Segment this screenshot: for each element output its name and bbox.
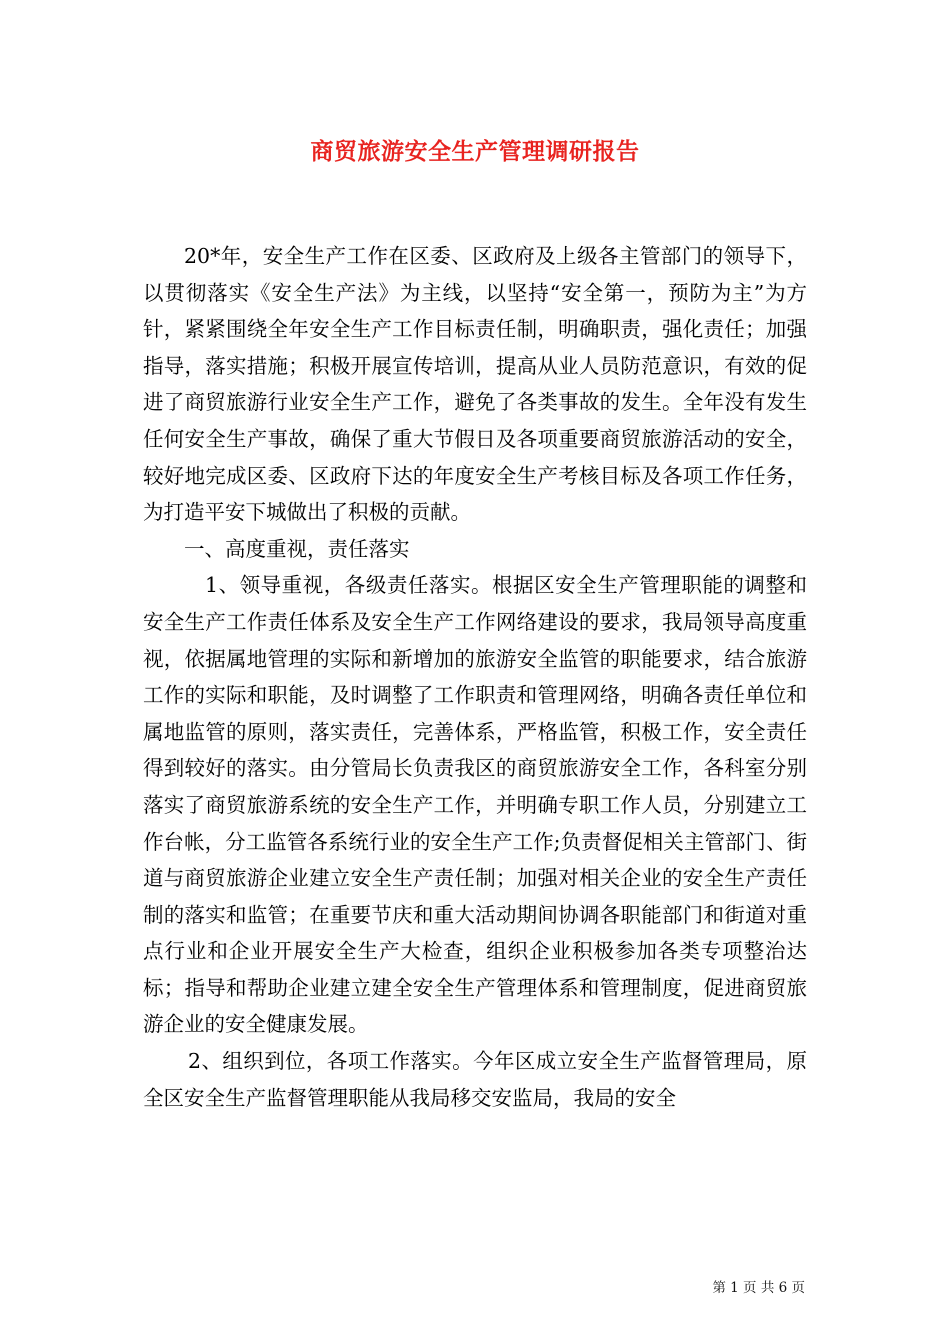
document-body (143, 238, 807, 1116)
section-heading: 一、高度重视，责任落实 (184, 536, 410, 561)
intro-paragraph: 20*年，安全生产工作在区委、区政府及上级各主管部门的领导下，以贯彻落实《安全生产法》为主线，以坚持“安全第一，预防为主”为方针，紧紧围绕全年安全生产工作目标责任制，明确职责，强化责任；加强指导，落实措施；积极开展宣传培训，提高从业人员防范意识，有效的促进了商贸旅游行业安全生产工作，避免了各类事故的发生。全年没有发生任何安全生产事故，确保了重大节假日及各项重要商贸旅游活动的安全，较好地完成区委、区政府下达的年度安全生产考核目标及各项工作任务，为打造平安下城做出了积极的贡献。 (143, 244, 807, 525)
section-item-1: 1、领导重视，各级责任落实。根据区安全生产管理职能的调整和安全生产工作责任体系及安全生产工作网络建设的要求，我局领导高度重视，依据属地管理的实际和新增加的旅游安全监管的职能要求，结合旅游工作的实际和职能，及时调整了工作职责和管理网络，明确各责任单位和属地监管的原则，落实责任，完善体系，严格监管，积极工作，安全责任得到较好的落实。由分管局长负责我区的商贸旅游安全工作，各科室分别落实了商贸旅游系统的安全生产工作，并明确专职工作人员，分别建立工作台帐，分工监管各系统行业的安全生产工作;负责督促相关主管部门、街道与商贸旅游企业建立安全生产责任制；加强对相关企业的安全生产责任制的落实和监管；在重要节庆和重大活动期间协调各职能部门和街道对重点行业和企业开展安全生产大检查，组织企业积极参加各类专项整治达标；指导和帮助企业建立建全安全生产管理体系和管理制度，促进商贸旅游企业的安全健康发展。 (143, 573, 807, 1037)
document-title: 商贸旅游安全生产管理调研报告 (310, 138, 640, 165)
page-number-footer: 第 1 页 共 6 页 (712, 1280, 805, 1296)
section-item-2: 2、组织到位，各项工作落实。今年区成立安全生产监督管理局，原全区安全生产监督管理职能从我局移交安监局，我局的安全 (143, 1049, 807, 1110)
